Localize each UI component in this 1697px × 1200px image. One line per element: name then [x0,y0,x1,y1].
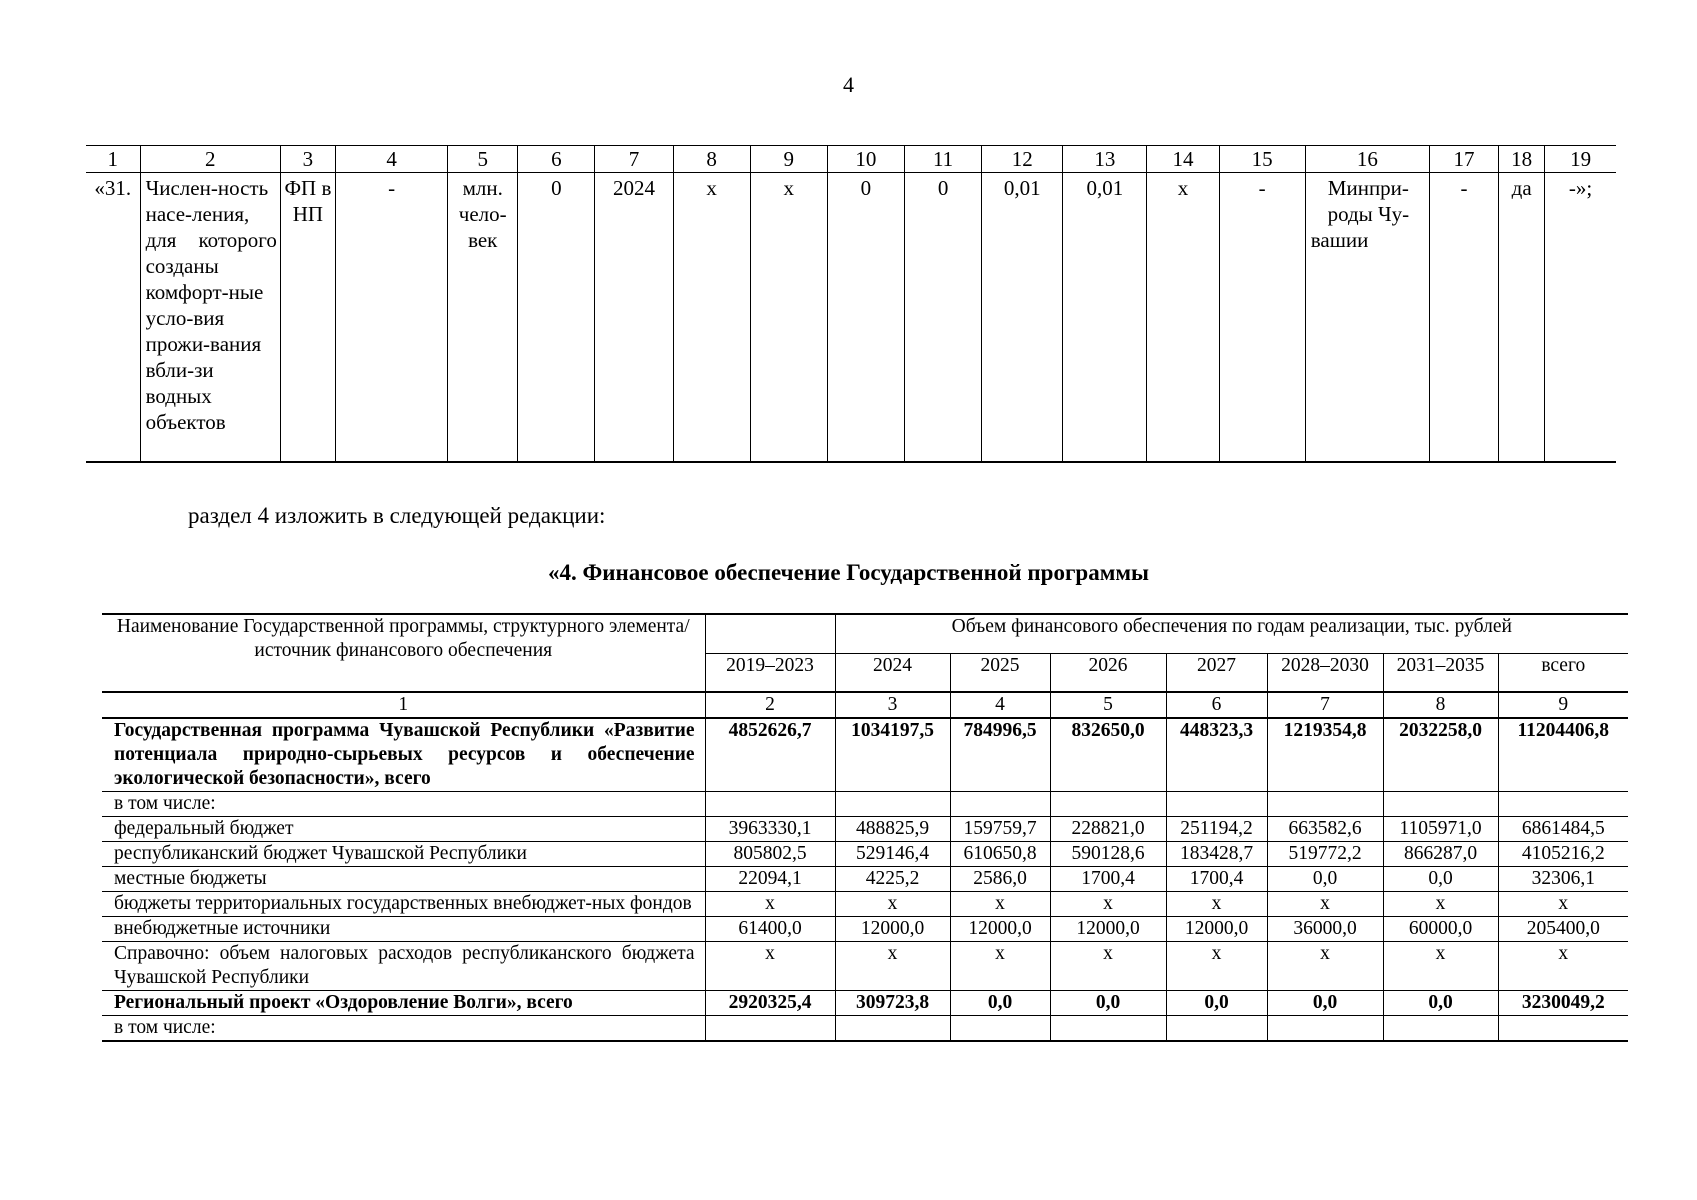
value-cell: 519772,2 [1267,842,1383,867]
value-cell: х [1498,942,1628,991]
table-row [102,1016,1628,1042]
year-header-cell: 2026 [1050,653,1166,692]
value-cell [835,792,950,817]
value-cell: 0,0 [1166,991,1267,1016]
value-cell: 529146,4 [835,842,950,867]
name-column-header: Наименование Государственной программы, структурного элемента/источник финансового обеспечения [102,614,705,692]
value-cell: 610650,8 [950,842,1050,867]
value-cell: х [1383,942,1498,991]
value-cell: х [1166,942,1267,991]
value-cell [705,1016,835,1042]
value-cell: 1105971,0 [1383,817,1498,842]
value-cell: 866287,0 [1383,842,1498,867]
value-cell [1267,1016,1383,1042]
indicators-cell: млн. чело-век [448,173,518,463]
indicators-cell: да [1499,173,1545,463]
indicators-cell: 0 [827,173,904,463]
table-row [102,792,1628,817]
value-cell: 1219354,8 [1267,718,1383,792]
financing-column-numbers-row [102,692,1628,718]
table-row [102,892,1628,917]
value-cell: 2586,0 [950,867,1050,892]
year-header-cell: 2024 [835,653,950,692]
value-cell: х [835,892,950,917]
section-title: «4. Финансовое обеспечение Государственной программы [548,560,1149,585]
indicators-header-cell: 18 [1499,146,1545,173]
year-header-cell: 2028–2030 [1267,653,1383,692]
year-header-cell: 2027 [1166,653,1267,692]
value-cell: х [705,942,835,991]
row-name-cell: Справочно: объем налоговых расходов республиканского бюджета Чувашской Республики [102,942,705,991]
table-row [102,991,1628,1016]
value-cell: 488825,9 [835,817,950,842]
indicators-cell: 0 [905,173,982,463]
value-cell: 3963330,1 [705,817,835,842]
value-cell: 12000,0 [835,917,950,942]
value-cell [1383,792,1498,817]
value-cell: 4105216,2 [1498,842,1628,867]
indicators-header-cell: 7 [595,146,673,173]
indicators-header-cell: 11 [905,146,982,173]
column-number-cell: 2 [705,692,835,718]
value-cell: 159759,7 [950,817,1050,842]
value-cell: 0,0 [1383,867,1498,892]
value-cell: 1034197,5 [835,718,950,792]
indicators-table [86,145,1616,463]
value-cell [1166,792,1267,817]
indicators-header-cell: 13 [1063,146,1147,173]
indicators-header-row [86,146,1616,173]
value-cell: 32306,1 [1498,867,1628,892]
instruction-text: раздел 4 изложить в следующей редакции: [188,503,606,528]
indicators-header-cell: 19 [1545,146,1616,173]
indicators-header-cell: 2 [140,146,280,173]
value-cell: 183428,7 [1166,842,1267,867]
table-row [102,942,1628,991]
value-cell: х [1383,892,1498,917]
indicators-header-cell: 16 [1305,146,1429,173]
indicators-cell: - [1219,173,1305,463]
column-number-cell: 4 [950,692,1050,718]
value-cell [1498,792,1628,817]
value-cell: 784996,5 [950,718,1050,792]
row-name-cell: Государственная программа Чувашской Республики «Развитие потенциала природно-сырьевых ресурсов и обеспечение экологической безопасности», всего [102,718,705,792]
indicators-cell: 0 [518,173,595,463]
value-cell: 3230049,2 [1498,991,1628,1016]
value-cell: 205400,0 [1498,917,1628,942]
value-cell: х [1050,942,1166,991]
value-cell: 61400,0 [705,917,835,942]
value-cell: 12000,0 [950,917,1050,942]
financing-table [102,613,1628,1042]
value-cell: 0,0 [1050,991,1166,1016]
value-cell: 251194,2 [1166,817,1267,842]
value-cell: х [1050,892,1166,917]
value-cell [1498,1016,1628,1042]
value-cell: х [705,892,835,917]
volume-header: Объем финансового обеспечения по годам реализации, тыс. рублей [835,614,1628,653]
indicators-cell: х [673,173,750,463]
indicators-cell: Числен-ность насе-ления, для которого созданы комфорт-ные усло-вия прожи-вания вбли-зи водных объектов [140,173,280,463]
table-row [102,917,1628,942]
value-cell: 1700,4 [1050,867,1166,892]
column-number-cell: 5 [1050,692,1166,718]
year-header-cell: всего [1498,653,1628,692]
value-cell [1050,1016,1166,1042]
value-cell: х [1498,892,1628,917]
value-cell: 12000,0 [1166,917,1267,942]
value-cell: х [1166,892,1267,917]
value-cell: 228821,0 [1050,817,1166,842]
empty-header-cell [705,614,835,653]
indicators-cell: ФП в НП [280,173,335,463]
value-cell: 590128,6 [1050,842,1166,867]
indicators-cell: - [1429,173,1498,463]
row-name-cell: внебюджетные источники [102,917,705,942]
indicators-cell: - [335,173,447,463]
value-cell [1050,792,1166,817]
value-cell [1267,792,1383,817]
row-name-cell: в том числе: [102,792,705,817]
column-number-cell: 8 [1383,692,1498,718]
row-name-cell: Региональный проект «Оздоровление Волги», всего [102,991,705,1016]
column-number-cell: 3 [835,692,950,718]
value-cell: 36000,0 [1267,917,1383,942]
value-cell: 832650,0 [1050,718,1166,792]
value-cell: 0,0 [1267,991,1383,1016]
table-row [102,867,1628,892]
row-name-cell: федеральный бюджет [102,817,705,842]
column-number-cell: 9 [1498,692,1628,718]
value-cell: 805802,5 [705,842,835,867]
value-cell: 448323,3 [1166,718,1267,792]
value-cell: 0,0 [950,991,1050,1016]
financing-header-row-1 [102,614,1628,653]
indicators-cell: 2024 [595,173,673,463]
value-cell: 2032258,0 [1383,718,1498,792]
indicators-cell: х [750,173,827,463]
indicators-header-cell: 10 [827,146,904,173]
table-row [102,718,1628,792]
value-cell: 2920325,4 [705,991,835,1016]
value-cell: 60000,0 [1383,917,1498,942]
value-cell [1166,1016,1267,1042]
value-cell: 663582,6 [1267,817,1383,842]
year-header-cell: 2025 [950,653,1050,692]
value-cell [705,792,835,817]
value-cell [1383,1016,1498,1042]
value-cell: 0,0 [1383,991,1498,1016]
value-cell: 1700,4 [1166,867,1267,892]
indicators-header-cell: 17 [1429,146,1498,173]
indicators-cell: х [1147,173,1219,463]
indicators-row [86,173,1616,463]
value-cell [950,792,1050,817]
indicators-header-cell: 15 [1219,146,1305,173]
indicators-header-cell: 12 [982,146,1063,173]
indicators-header-cell: 14 [1147,146,1219,173]
value-cell: х [950,892,1050,917]
column-number-cell: 7 [1267,692,1383,718]
indicators-header-cell: 9 [750,146,827,173]
indicators-header-cell: 6 [518,146,595,173]
indicators-cell: 0,01 [982,173,1063,463]
value-cell: 4852626,7 [705,718,835,792]
row-name-cell: в том числе: [102,1016,705,1042]
indicators-header-cell: 1 [86,146,140,173]
year-header-cell: 2019–2023 [705,653,835,692]
row-name-cell: местные бюджеты [102,867,705,892]
value-cell: х [835,942,950,991]
indicators-header-cell: 3 [280,146,335,173]
column-number-cell: 6 [1166,692,1267,718]
value-cell: 12000,0 [1050,917,1166,942]
value-cell: 309723,8 [835,991,950,1016]
indicators-cell: -»; [1545,173,1616,463]
value-cell [835,1016,950,1042]
indicators-cell: «31. [86,173,140,463]
value-cell: х [950,942,1050,991]
value-cell: х [1267,942,1383,991]
column-number-cell: 1 [102,692,705,718]
indicators-header-cell: 8 [673,146,750,173]
value-cell: 0,0 [1267,867,1383,892]
table-row [102,817,1628,842]
value-cell: 11204406,8 [1498,718,1628,792]
value-cell: х [1267,892,1383,917]
row-name-cell: бюджеты территориальных государственных внебюджет-ных фондов [102,892,705,917]
indicators-header-cell: 4 [335,146,447,173]
year-header-cell: 2031–2035 [1383,653,1498,692]
indicators-cell: Минпри-роды Чу-вашии [1305,173,1429,463]
value-cell [950,1016,1050,1042]
page-number: 4 [843,72,854,97]
value-cell: 4225,2 [835,867,950,892]
indicators-header-cell: 5 [448,146,518,173]
value-cell: 22094,1 [705,867,835,892]
row-name-cell: республиканский бюджет Чувашской Республики [102,842,705,867]
value-cell: 6861484,5 [1498,817,1628,842]
table-row [102,842,1628,867]
indicators-cell: 0,01 [1063,173,1147,463]
